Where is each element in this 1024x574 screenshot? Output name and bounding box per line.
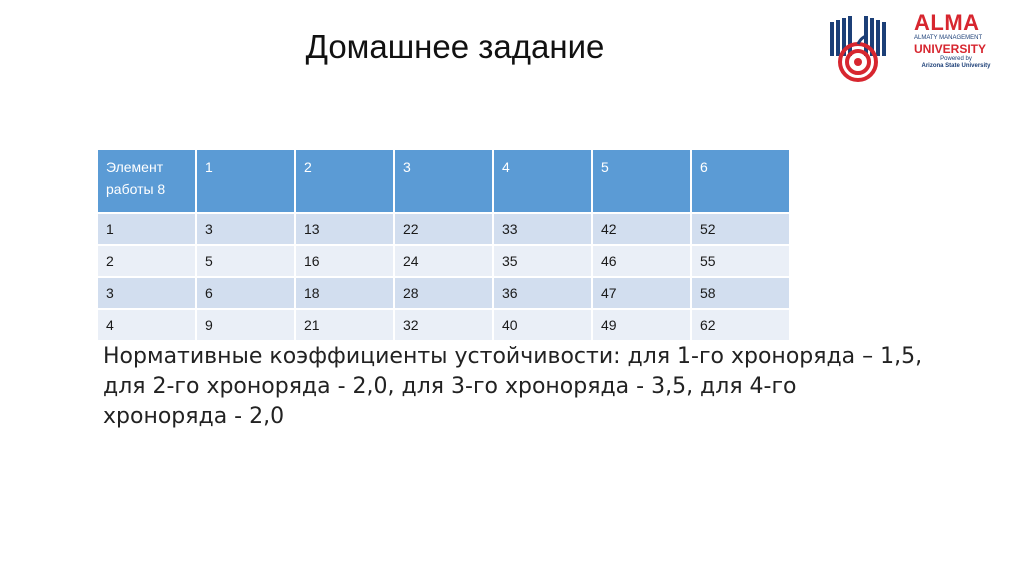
coefficients-paragraph: Нормативные коэффициенты устойчивости: для 1-го хроноряда – 1,5, для 2-го хроноряда - 2,0, для 3-го хроноряда - 3,5, для 4-го хроноряда - 2,0 xyxy=(103,344,923,429)
table-header-cell: 5 xyxy=(592,149,691,213)
table-cell: 47 xyxy=(592,277,691,309)
table-cell: 18 xyxy=(295,277,394,309)
table-row xyxy=(97,245,790,277)
table-cell: 9 xyxy=(196,309,295,341)
table-cell: 1 xyxy=(97,213,196,245)
logo-university-text: UNIVERSITY xyxy=(914,42,987,56)
logo-alma-text: ALMA xyxy=(914,10,980,35)
table-cell: 6 xyxy=(196,277,295,309)
table-header-cell: 3 xyxy=(394,149,493,213)
table-cell: 42 xyxy=(592,213,691,245)
table-header-cell: 1 xyxy=(196,149,295,213)
table-cell: 33 xyxy=(493,213,592,245)
data-table xyxy=(96,148,791,342)
table-cell: 5 xyxy=(196,245,295,277)
table-header-cell: Элемент работы 8 xyxy=(97,149,196,213)
slide-title: Домашнее задание xyxy=(305,28,605,65)
table-cell: 28 xyxy=(394,277,493,309)
table-cell: 49 xyxy=(592,309,691,341)
table-cell: 3 xyxy=(97,277,196,309)
table-cell: 3 xyxy=(196,213,295,245)
table-cell: 62 xyxy=(691,309,790,341)
table-cell: 58 xyxy=(691,277,790,309)
table-row xyxy=(97,213,790,245)
table-cell: 24 xyxy=(394,245,493,277)
logo-powered-text: Powered by xyxy=(940,56,972,62)
logo-asu-text: Arizona State University xyxy=(921,63,991,69)
table-cell: 2 xyxy=(97,245,196,277)
table-cell: 4 xyxy=(97,309,196,341)
table-row xyxy=(97,277,790,309)
logo-amu-text: ALMATY MANAGEMENT xyxy=(914,35,983,41)
table-cell: 46 xyxy=(592,245,691,277)
table-cell: 52 xyxy=(691,213,790,245)
table-cell: 55 xyxy=(691,245,790,277)
table-cell: 32 xyxy=(394,309,493,341)
book-apple-icon xyxy=(828,14,888,84)
table-cell: 36 xyxy=(493,277,592,309)
table-cell: 40 xyxy=(493,309,592,341)
table-header-cell: 4 xyxy=(493,149,592,213)
table-header-cell: 2 xyxy=(295,149,394,213)
table-header-cell: 6 xyxy=(691,149,790,213)
alma-university-logo xyxy=(828,12,998,86)
table-cell: 35 xyxy=(493,245,592,277)
table-cell: 16 xyxy=(295,245,394,277)
table-header-row xyxy=(97,149,790,213)
table-cell: 22 xyxy=(394,213,493,245)
table-cell: 21 xyxy=(295,309,394,341)
table-cell: 13 xyxy=(295,213,394,245)
table-row xyxy=(97,309,790,341)
